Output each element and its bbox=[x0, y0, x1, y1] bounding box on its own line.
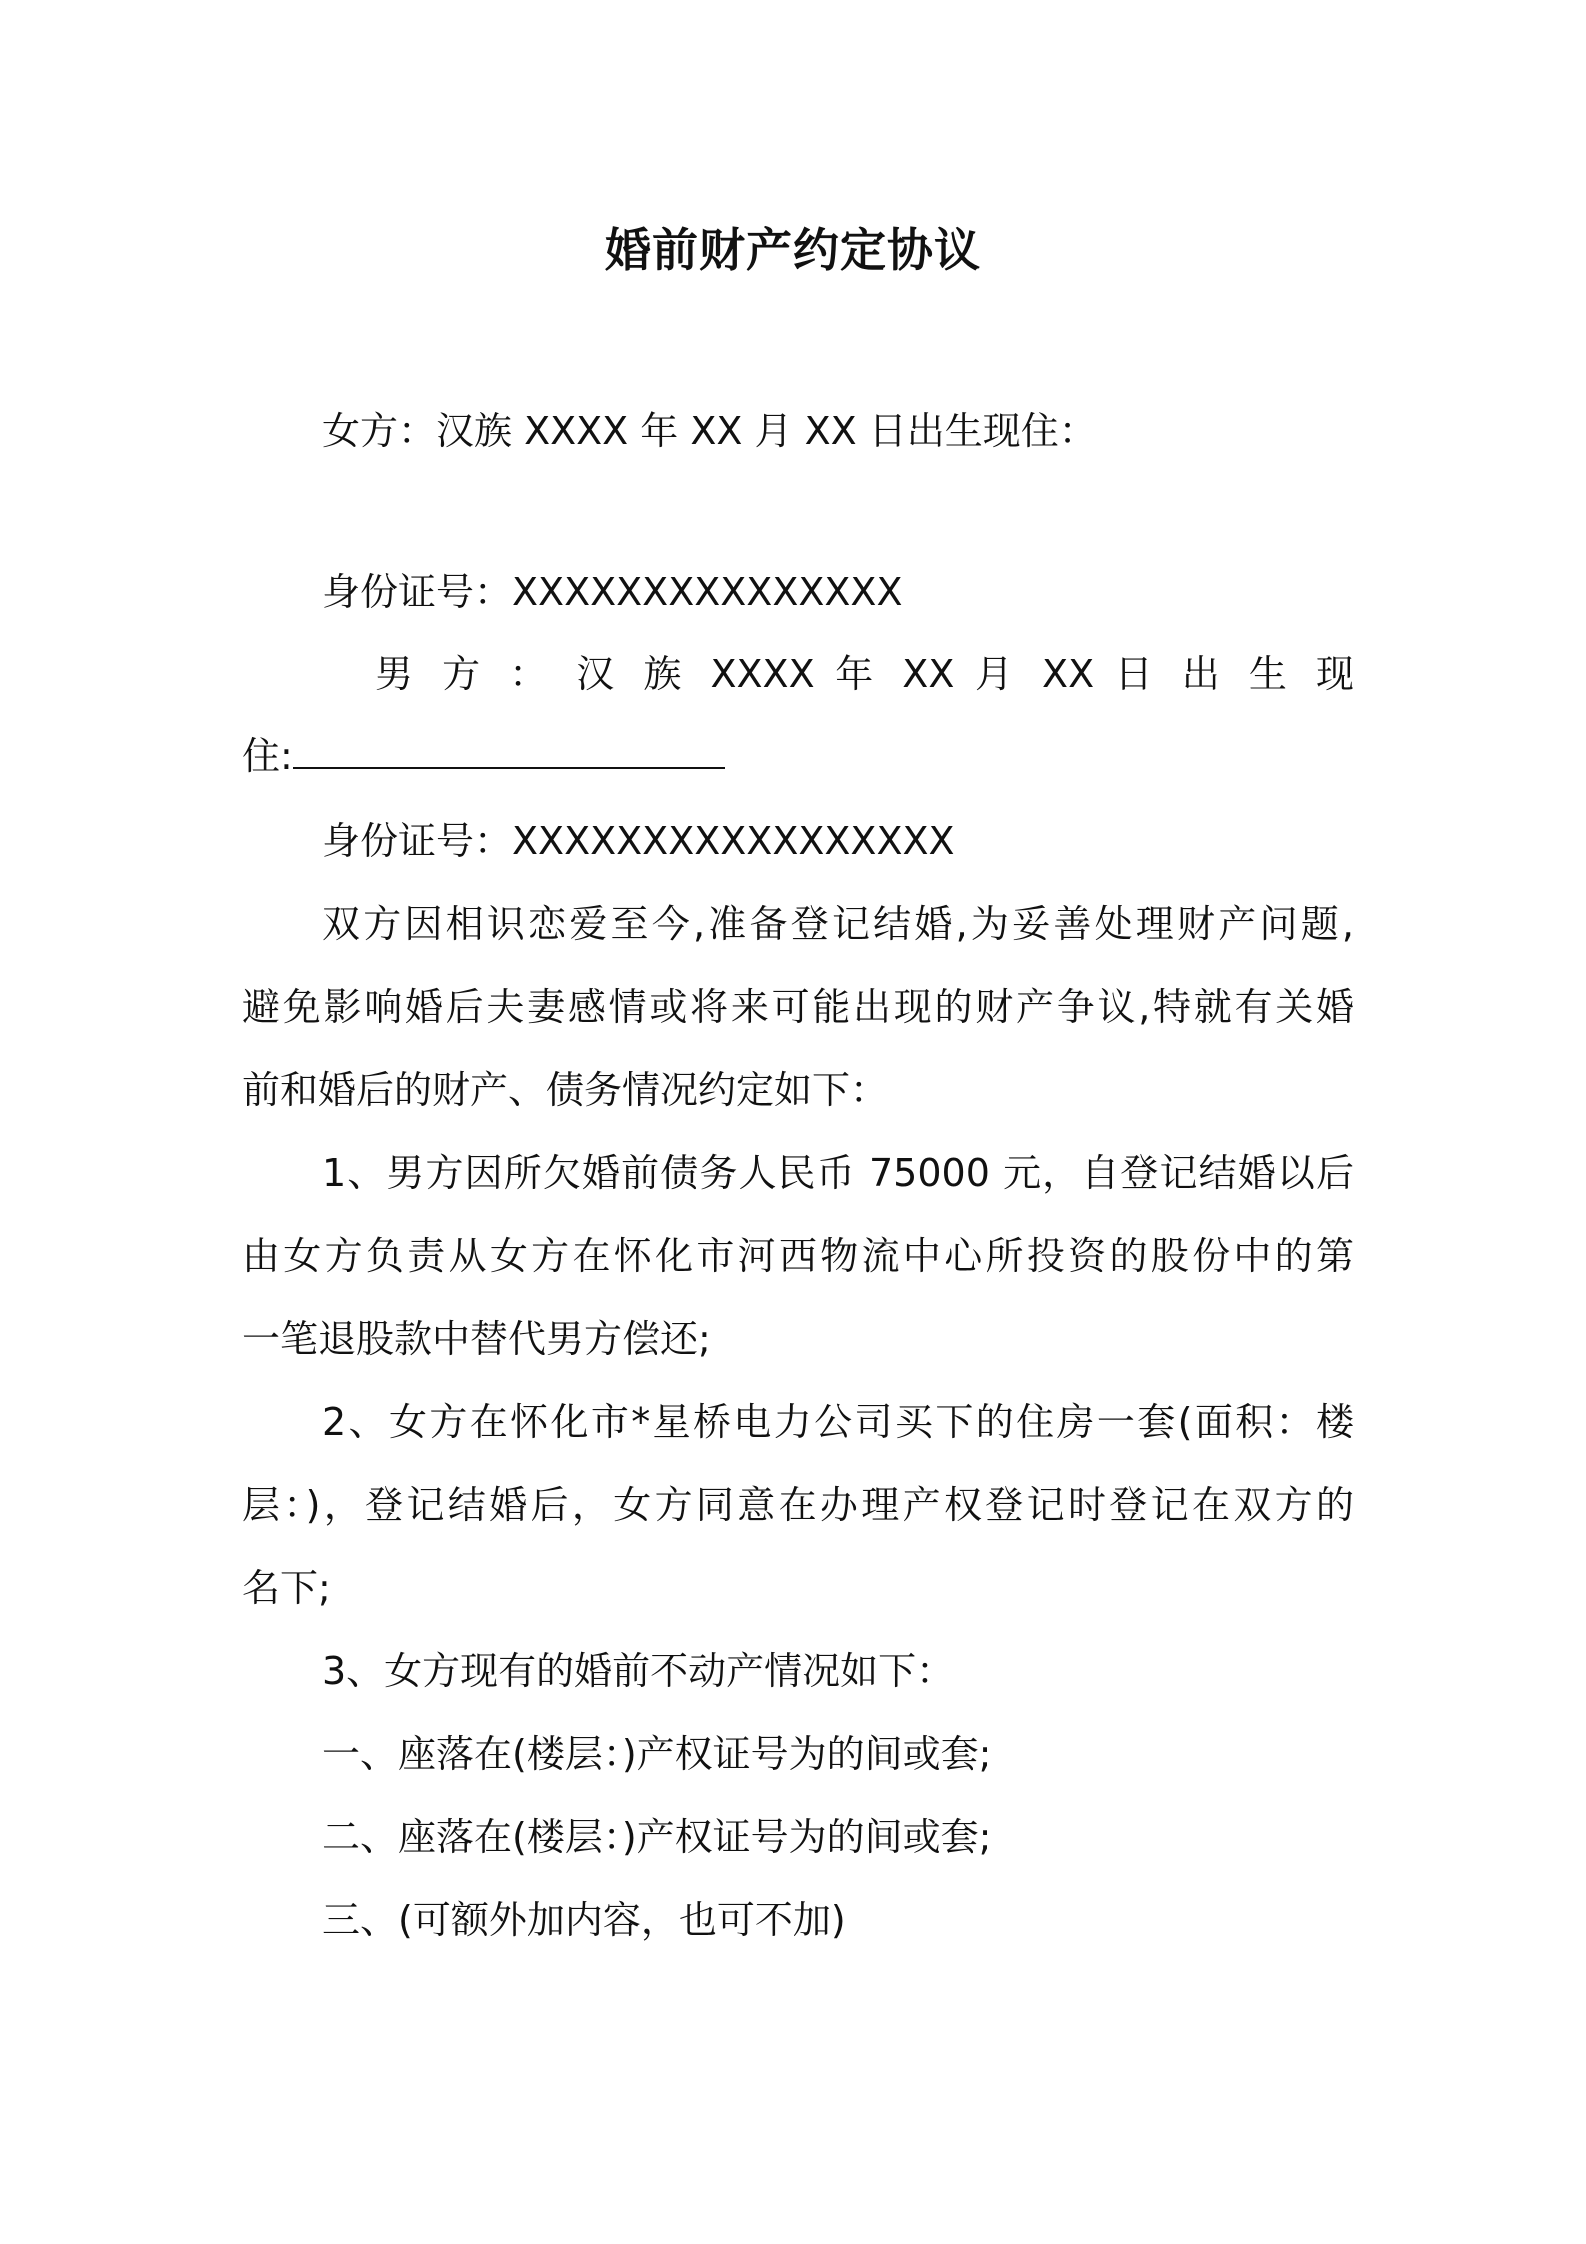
male-party-line-1: 男 方 ： 汉 族 XXXX 年 XX 月 XX 日 出 生 现 bbox=[375, 652, 1354, 696]
intro-line-1: 双方因相识恋爱至今,准备登记结婚,为妥善处理财产问题, bbox=[322, 902, 1354, 946]
clause2-line-3: 名下; bbox=[242, 1566, 331, 1610]
female-id-line: 身份证号：XXXXXXXXXXXXXXX bbox=[322, 570, 903, 614]
clause1-line-2: 由女方负责从女方在怀化市河西物流中心所投资的股份中的第 bbox=[242, 1234, 1354, 1278]
female-party-line: 女方：汉族 XXXX 年 XX 月 XX 日出生现住： bbox=[322, 409, 1097, 453]
clause2-line-2: 层：)，登记结婚后，女方同意在办理产权登记时登记在双方的 bbox=[242, 1483, 1354, 1527]
property-item-3: 三、(可额外加内容，也可不加) bbox=[322, 1898, 846, 1942]
intro-line-2: 避免影响婚后夫妻感情或将来可能出现的财产争议,特就有关婚 bbox=[242, 985, 1354, 1029]
intro-line-3: 前和婚后的财产、债务情况约定如下： bbox=[242, 1068, 889, 1112]
property-item-1: 一、座落在(楼层：)产权证号为的间或套; bbox=[322, 1732, 992, 1776]
address-blank-underline bbox=[293, 731, 725, 769]
clause1-line-1: 1、男方因所欠婚前债务人民币 75000 元，自登记结婚以后 bbox=[322, 1151, 1354, 1195]
clause2-line-1: 2、女方在怀化市*星桥电力公司买下的住房一套(面积：楼 bbox=[322, 1400, 1354, 1444]
clause1-line-3: 一笔退股款中替代男方偿还; bbox=[242, 1317, 711, 1361]
document-title: 婚前财产约定协议 bbox=[605, 223, 981, 277]
male-address-label: 住: bbox=[242, 734, 293, 778]
clause3-line: 3、女方现有的婚前不动产情况如下： bbox=[322, 1649, 955, 1693]
male-id-line: 身份证号：XXXXXXXXXXXXXXXXX bbox=[322, 819, 955, 863]
property-item-2: 二、座落在(楼层：)产权证号为的间或套; bbox=[322, 1815, 992, 1859]
male-party-line-2 bbox=[242, 730, 725, 782]
